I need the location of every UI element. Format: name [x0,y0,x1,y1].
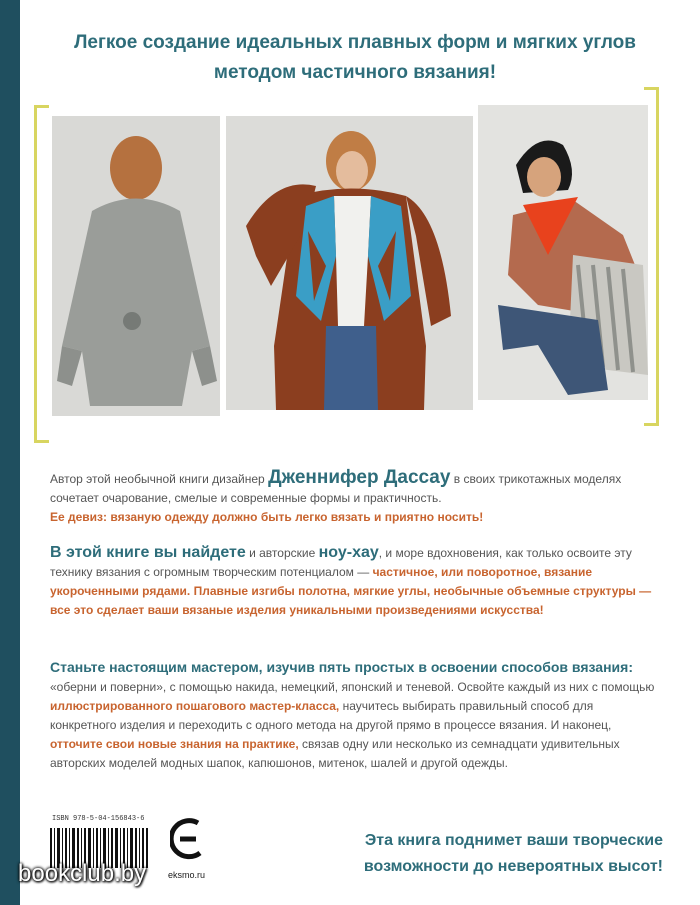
master-text-2: научитесь выбирать правильный способ для конкретного изделия и переходить с одного метода на другой прямо в процессе вязания. И наконец, [50,699,612,732]
master-paragraph [50,658,660,773]
photo-brown-cardigan [226,116,473,410]
watermark: bookclub.by [18,860,147,887]
knowhow-label: ноу-хау [318,544,379,561]
eksmo-logo-icon [170,815,210,865]
find-highlight-1: частичное, или поворотное, вязание укороченными рядами. [50,565,593,598]
headline [35,28,675,88]
photo-orange-shawl [478,105,648,400]
find-highlight-2: все это сделает ваши вязаные изделия уникальными произведениями искусства! [50,603,544,617]
left-bracket [34,105,49,443]
closing-statement [283,828,663,880]
master-highlight-2: отточите свои новые знания на практике, [50,737,299,751]
find-text-1: и авторские [249,546,316,560]
find-lead: В этой книге вы найдете [50,544,246,561]
intro-pre: Автор этой необычной книги дизайнер [50,472,265,486]
isbn-label: ISBN 978-5-04-156843-6 [52,815,145,823]
closing-line-1: Эта книга поднимет ваши творческие [364,832,663,849]
master-lead: Станьте настоящим мастером, изучив пять простых в освоении способов вязания: [50,659,633,675]
author-name: Дженнифер Дассау [268,467,451,488]
find-paragraph [50,543,660,620]
author-motto: Ее девиз: вязаную одежду должно быть легко вязать и приятно носить! [50,510,484,524]
find-text-3: Плавные изгибы полотна, мягкие углы, необычные объемные структуры — [193,584,652,598]
headline-line-1: Легкое создание идеальных плавных форм и мягких углов [74,32,636,53]
intro-paragraph [50,468,660,527]
headline-line-2: методом частичного вязания! [213,62,497,83]
master-highlight-1: иллюстрированного пошагового мастер-класса, [50,699,340,713]
closing-line-2: возможности до невероятных высот! [363,858,663,875]
find-text-2: , и море вдохновения, как только освоите эту технику вязания с огромным творческим потенциалом — [50,546,632,579]
book-spine [0,0,20,905]
master-text-3: связав одну или несколько из семнадцати удивительных авторских моделей модных шапок, капюшонов, митенок, шалей и другой одежды. [50,737,620,770]
photo-gray-cardigan [52,116,220,416]
publisher-url: eksmo.ru [168,870,206,880]
master-text-1: «оберни и поверни», с помощью накида, немецкий, японский и теневой. Освойте каждый из них с помощью [50,680,655,694]
intro-post: в своих трикотажных моделях сочетает очарование, смелые и современные формы и практичность. [50,472,622,505]
